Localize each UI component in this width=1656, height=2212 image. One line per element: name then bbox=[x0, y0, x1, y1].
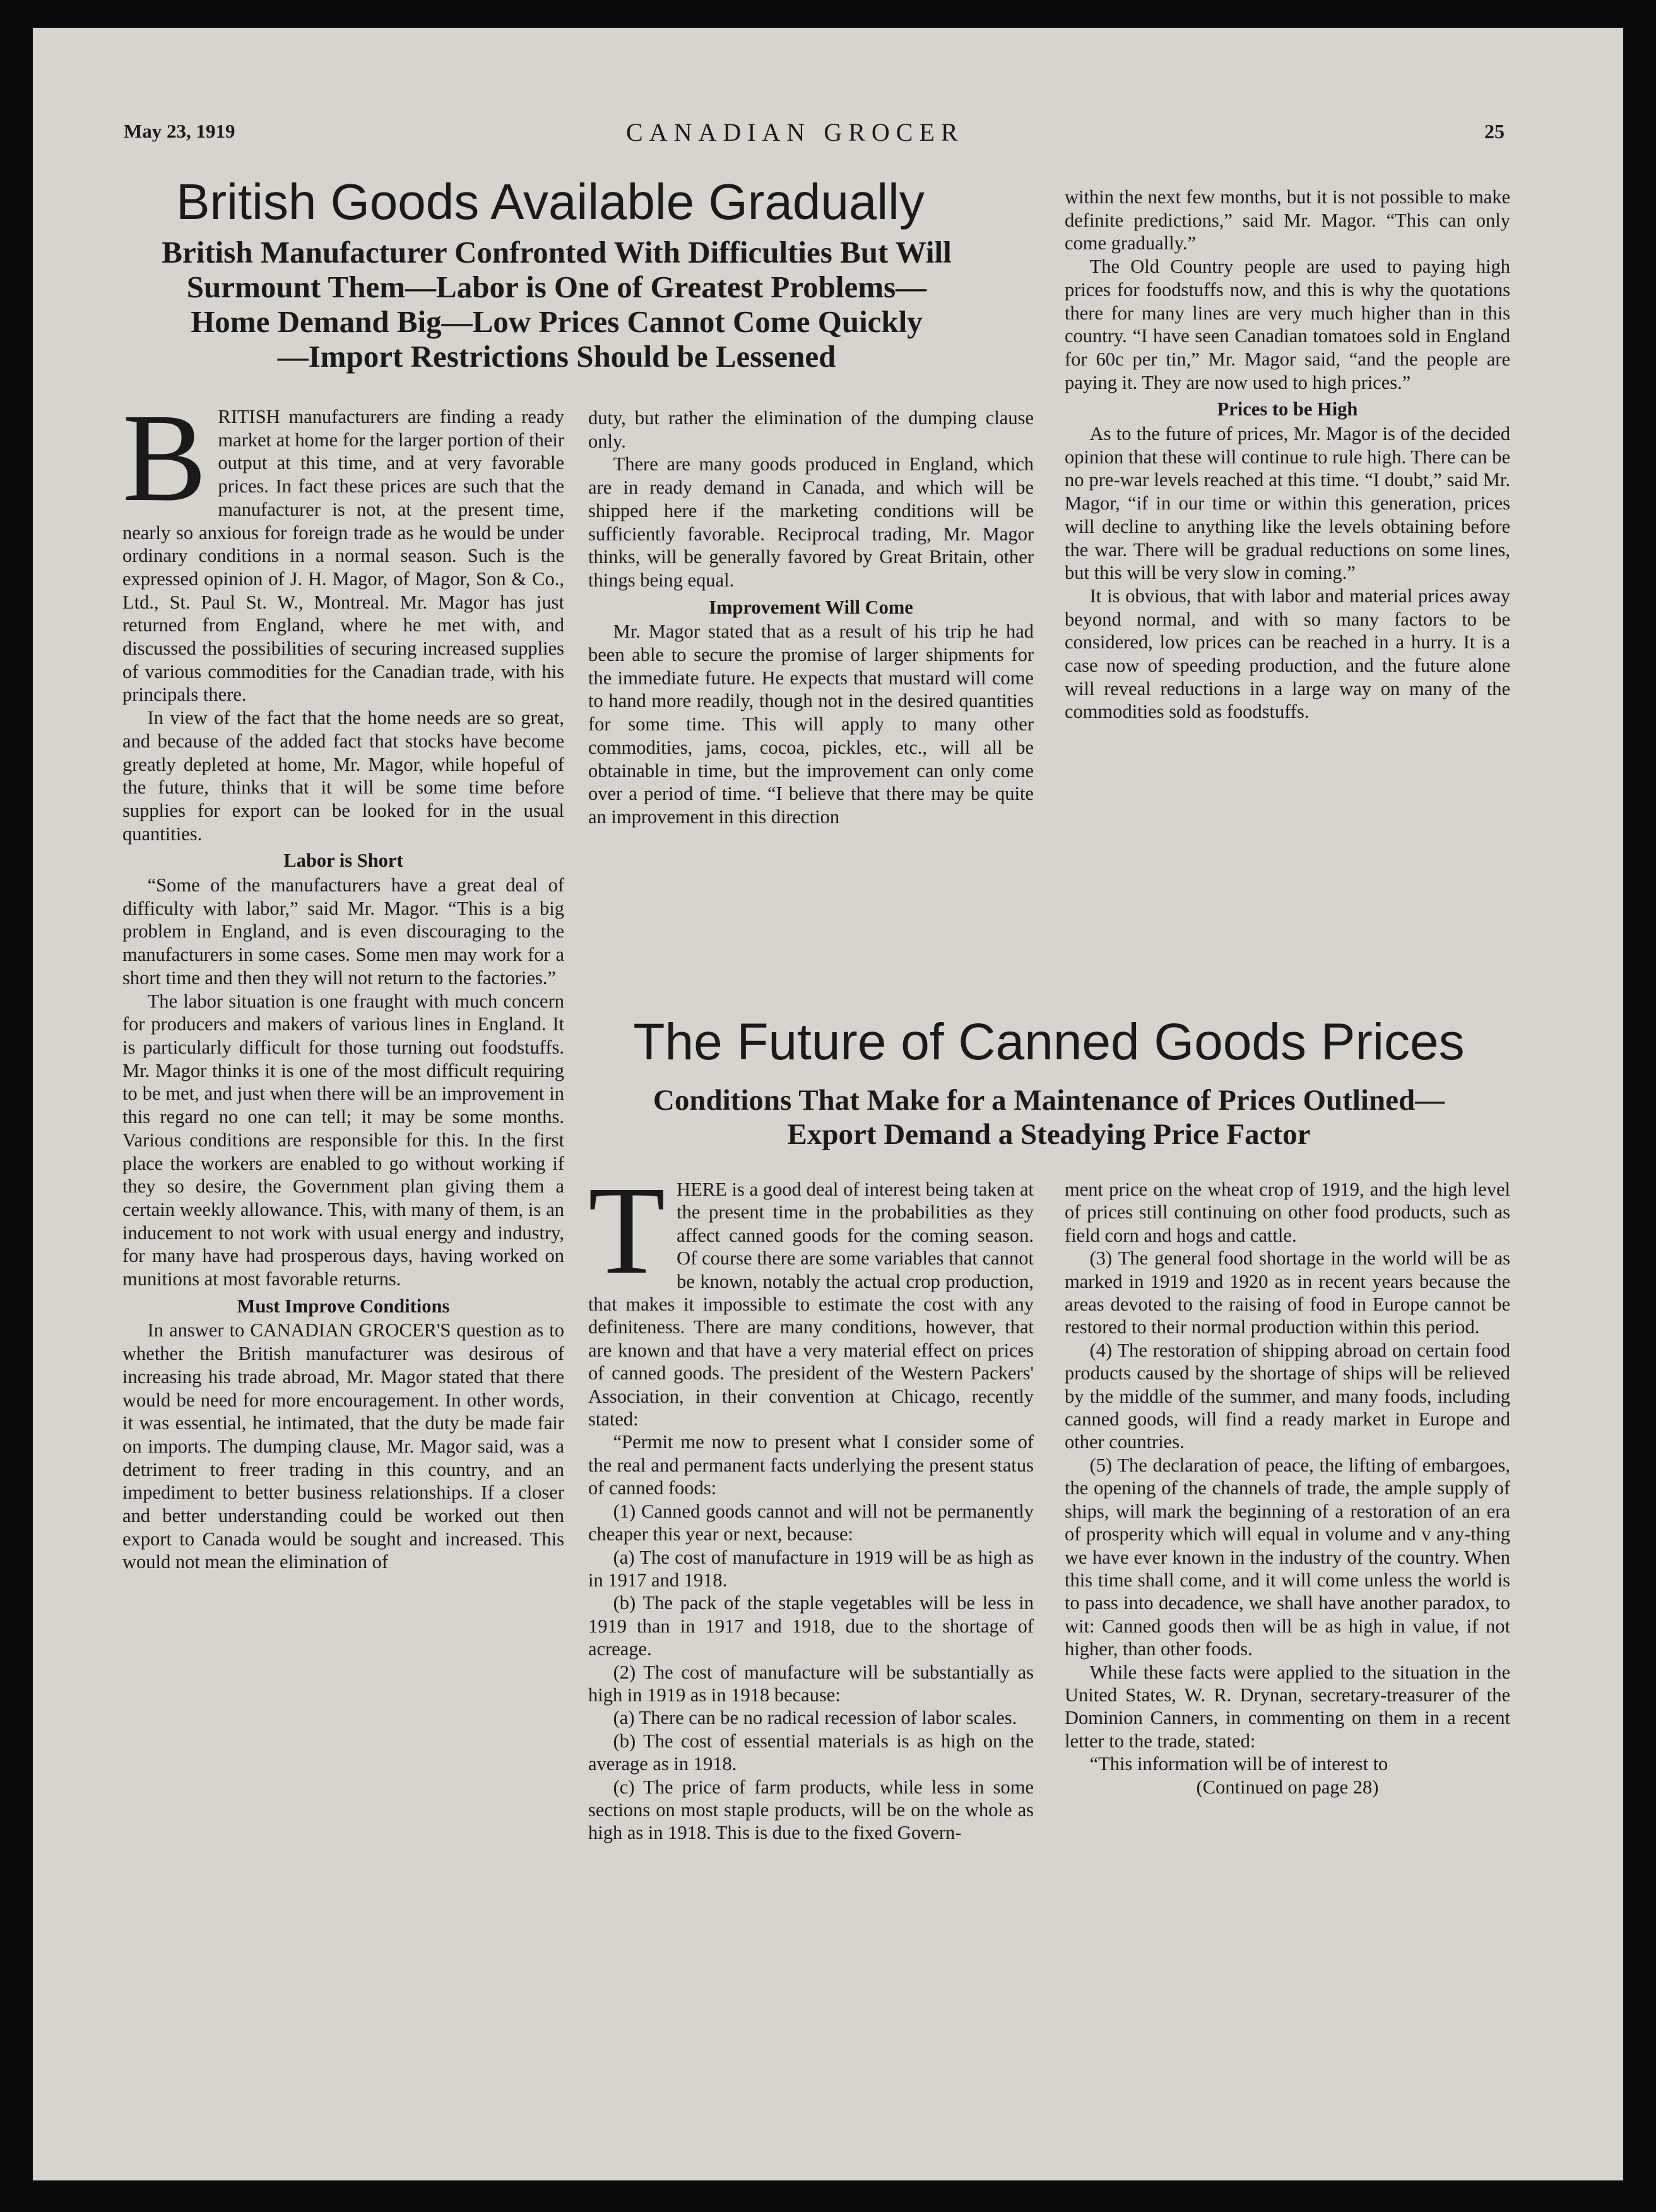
paragraph: (5) The declaration of peace, the lifting of embargoes, the opening of the channels of trade, the ample supply of ships, will mark the beginning of a restoration of an era of prosperity which will equal in volume and v any-thing we have ever known in the industry of the country. When this time shall come, and it will come unless the world is to pass into decadence, we shall have another paradox, to wit: Canned goods then will be as high in value, if not higher, than other foods. bbox=[1065, 1454, 1510, 1660]
paragraph: In answer to CANADIAN GROCER'S question as to whether the British manufacturer was desirous of increasing his trade abroad, Mr. Magor stated that there would be need for more encouragement. In other words, it was essential, he intimated, that the duty be made fair on imports. The dumping clause, Mr. Magor said, was a detriment to freer trading in this country, and an impediment to better business relationships. If a closer and better understanding could be worked out then export to Canada would be sought and increased. This would not mean the elimination of bbox=[122, 1319, 564, 1573]
paragraph: (4) The restoration of shipping abroad on certain food products caused by the shortage of ships will be relieved by the middle of the summer, and many foods, including canned goods, will find a ready market in Europe and other countries. bbox=[1065, 1339, 1510, 1453]
paragraph: The Old Country people are used to paying high prices for foodstuffs now, and this is why the quotations there for many lines are very much higher than in this country. “I have seen Canadian tomatoes sold in England for 60c per tin,” Mr. Magor said, “and the people are paying it. They are now used to high prices.” bbox=[1065, 256, 1510, 393]
paragraph: duty, but rather the elimination of the dumping clause only. bbox=[588, 407, 1034, 452]
article1-subtitle-line: Home Demand Big—Low Prices Cannot Come Quickly bbox=[191, 304, 923, 339]
paragraph: There are many goods produced in England, which are in ready demand in Canada, and which will be shipped here if the marketing conditions will be sufficiently favorable. Reciprocal trading, Mr. Magor thinks, will be generally favored by Great Britain, other things being equal. bbox=[588, 453, 1034, 591]
paragraph: (a) There can be no radical recession of labor scales. bbox=[613, 1707, 1017, 1729]
paragraph: RITISH manufacturers are finding a ready market at home for the larger portion of their output at this time, and at very favorable prices. In fact these prices are such that the manufacturer is not, at the present time, nearly so anxious for foreign trade as he would be under ordinary conditions in a normal season. Such is the expressed opinion of J. H. Magor, of Magor, Son & Co., Ltd., St. Paul St. W., Montreal. Mr. Magor has just returned from England, where he met with, and discussed the possibilities of securing increased supplies of various commodities for the Canadian trade, with his principals there. bbox=[122, 406, 564, 706]
article2-column-1 bbox=[588, 1161, 1034, 1845]
paragraph: HERE is a good deal of interest being taken at the present time in the probabilities as they affect canned goods for the coming season. Of course there are some variables that cannot be known, notably the actual crop production, that makes it impossible to estimate the cost with any definiteness. There are many conditions, however, that are known and that have a very material effect on prices of canned goods. The president of the Western Packers' Association, in their convention at Chicago, recently stated: bbox=[588, 1179, 1034, 1430]
section-heading: Labor is Short bbox=[283, 850, 403, 872]
article1-subtitle-line: —Import Restrictions Should be Lessened bbox=[277, 339, 836, 374]
publication-title: CANADIAN GROCER bbox=[626, 118, 964, 146]
continued-note: (Continued on page 28) bbox=[1196, 1776, 1379, 1798]
paragraph: (c) The price of farm products, while less in some sections on most staple products, will be on the whole as high as in 1918. This is due to the fixed Govern- bbox=[588, 1776, 1034, 1844]
paragraph: within the next few months, but it is not possible to make definite predictions,” said Mr. Magor. “This can only come gradually.” bbox=[1065, 186, 1510, 254]
paragraph: (b) The cost of essential materials is as high on the average as in 1918. bbox=[588, 1730, 1034, 1775]
paragraph: (3) The general food shortage in the world will be as marked in 1919 and 1920 as in recent years because the areas devoted to the raising of food in Europe cannot be restored to their normal production within this period. bbox=[1065, 1247, 1510, 1338]
article2-subtitle bbox=[588, 1083, 1510, 1151]
article2-subtitle-line: Conditions That Make for a Maintenance of Prices Outlined— bbox=[653, 1084, 1445, 1117]
article1-column-2 bbox=[588, 407, 1034, 829]
article2-title: The Future of Canned Goods Prices bbox=[633, 1013, 1465, 1071]
section-heading: Improvement Will Come bbox=[709, 596, 913, 618]
page-number: 25 bbox=[1484, 120, 1505, 143]
paragraph: “Permit me now to present what I consider some of the real and permanent facts underlying the present status of canned foods: bbox=[588, 1431, 1034, 1499]
paragraph: It is obvious, that with labor and material prices away beyond normal, and with so many factors to be considered, low prices can be reached in a hurry. It is a case now of speeding production, and the future alone will reveal reductions in a large way on many of the commodities sold as foodstuffs. bbox=[1065, 585, 1510, 723]
paragraph: ment price on the wheat crop of 1919, and the high level of prices still continuing on other food products, such as field corn and hogs and cattle. bbox=[1065, 1179, 1510, 1246]
article1-title: British Goods Available Gradually bbox=[176, 174, 925, 230]
paragraph: “Some of the manufacturers have a great deal of difficulty with labor,” said Mr. Magor. “This is a big problem in England, and is even discouraging to the manufacturers in some cases. Some men may work for a short time and then they will not return to the factories.” bbox=[122, 874, 564, 989]
magazine-page bbox=[33, 28, 1623, 2180]
paragraph: “This information will be of interest to bbox=[1089, 1753, 1388, 1775]
paragraph: While these facts were applied to the situation in the United States, W. R. Drynan, secretary-treasurer of the Dominion Canners, in commenting on them in a recent letter to the trade, stated: bbox=[1065, 1661, 1510, 1752]
article1-subtitle bbox=[121, 235, 992, 374]
article1-subtitle-line: Surmount Them—Labor is One of Greatest Problems— bbox=[186, 270, 927, 304]
article2-subtitle-line: Export Demand a Steadying Price Factor bbox=[787, 1118, 1311, 1151]
paragraph: (b) The pack of the staple vegetables will be less in 1919 than in 1917 and 1918, due to the shortage of acreage. bbox=[588, 1592, 1034, 1660]
article1-subtitle-line: British Manufacturer Confronted With Difficulties But Will bbox=[162, 235, 952, 270]
article1-dropcap: B bbox=[122, 388, 207, 528]
paragraph: (a) The cost of manufacture in 1919 will be as high as in 1917 and 1918. bbox=[588, 1546, 1034, 1591]
article1-column-1 bbox=[122, 388, 564, 1574]
article2-dropcap: T bbox=[588, 1161, 666, 1300]
section-heading: Prices to be High bbox=[1217, 398, 1358, 420]
paragraph: The labor situation is one fraught with much concern for producers and makers of various lines in England. It is particularly difficult for those turning out foodstuffs. Mr. Magor thinks it is one of the most difficult requiring to be met, and just when there will be an improvement in this regard no one can tell; it may be some months. Various conditions are responsible for this. In the first place the workers are enabled to go without working if they so desire, the Government plan giving them a certain weekly allowance. This, with many of them, is an inducement to not work with usual energy and industry, for many have had prosperous days, having worked on munitions at most favorable returns. bbox=[122, 990, 564, 1290]
article1-column-3 bbox=[1065, 186, 1510, 723]
paragraph: (2) The cost of manufacture will be substantially as high in 1919 as in 1918 because: bbox=[588, 1661, 1034, 1706]
article2-column-2 bbox=[1065, 1178, 1510, 1799]
paragraph: In view of the fact that the home needs are so great, and because of the added fact that stocks have become greatly depleted at home, Mr. Magor, while hopeful of the future, thinks that it will be some time before supplies for export can be looked for in the usual quantities. bbox=[122, 707, 564, 845]
paragraph: (1) Canned goods cannot and will not be permanently cheaper this year or next, because: bbox=[588, 1500, 1034, 1545]
paragraph: As to the future of prices, Mr. Magor is of the decided opinion that these will continue to rule high. There can be no pre-war levels reached at this time. “I doubt,” said Mr. Magor, “if in our time or within this generation, prices will decline to anything like the levels obtaining before the war. There will be gradual reductions on some lines, but this will be very slow in coming.” bbox=[1065, 423, 1510, 584]
header-date: May 23, 1919 bbox=[124, 120, 235, 142]
paragraph: Mr. Magor stated that as a result of his trip he had been able to secure the promise of larger shipments for the immediate future. He expects that mustard will come to hand more readily, though not in the desired quantities for some time. This will apply to many other commodities, jams, cocoa, pickles, etc., will all be obtainable in time, but the improvement can only come over a period of time. “I believe that there may be quite an improvement in this direction bbox=[588, 621, 1034, 828]
section-heading: Must Improve Conditions bbox=[237, 1295, 450, 1317]
